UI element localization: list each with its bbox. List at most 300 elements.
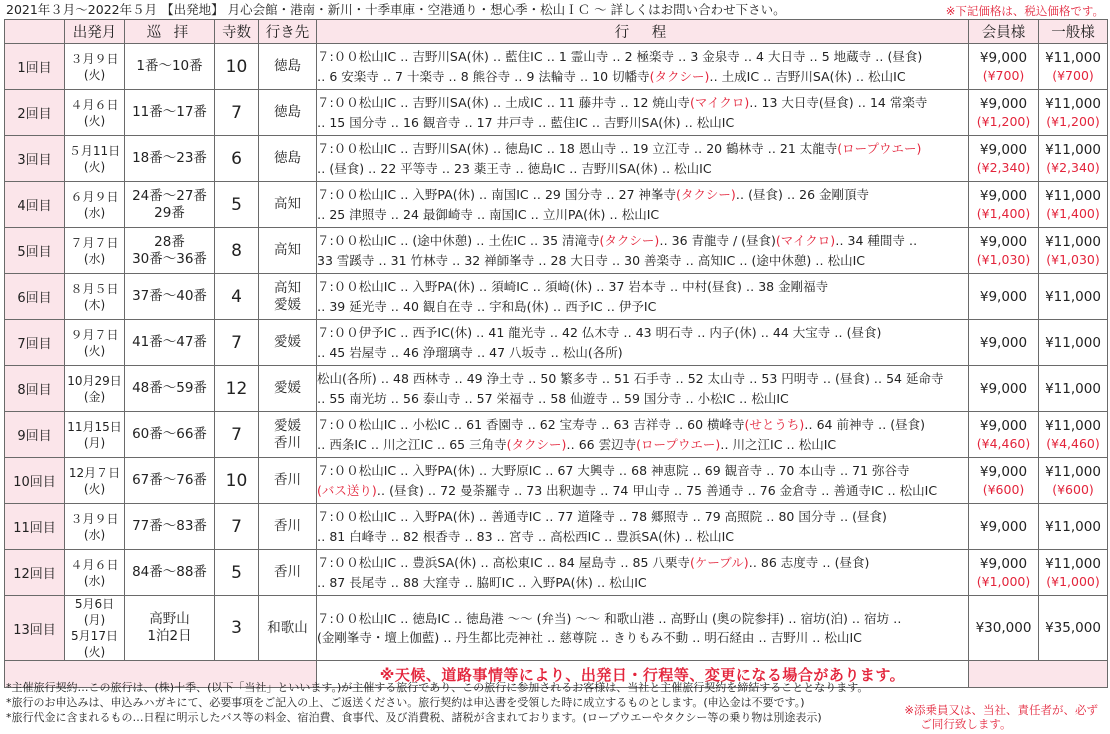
general-price-cell — [1039, 366, 1108, 412]
route-segment: ７:００松山IC ‥ 入野PA(休) ‥ 善通寺IC ‥ 77 道隆寺 ‥ 78 郷照寺 ‥ 79 高照院 ‥ 80 国分寺 ‥ (昼食) — [317, 509, 887, 524]
member-price-cell — [969, 596, 1039, 661]
departure-date: ８月５日 — [70, 281, 119, 296]
itinerary-cell — [317, 90, 969, 136]
pilgrimage-cell — [125, 504, 215, 550]
round-cell — [5, 550, 65, 596]
temple-count-cell — [215, 366, 259, 412]
itinerary-cell — [317, 44, 969, 90]
escort-note-line-2: ご同行致します。 — [920, 717, 1012, 731]
round-label: 12回目 — [13, 567, 56, 582]
itinerary-line2 — [317, 205, 968, 225]
pilgrimage-cell — [125, 366, 215, 412]
table-row — [5, 412, 1108, 458]
temple-count: 10 — [225, 470, 248, 491]
departure-date: ４月６日 — [70, 97, 119, 112]
temple-count-cell — [215, 274, 259, 320]
temple-range: 37番～40番 — [132, 288, 207, 304]
general-extra-fee: (¥700) — [1052, 67, 1094, 83]
departure-date: ４月６日 — [70, 557, 119, 572]
member-price: ¥9,000 — [979, 187, 1028, 204]
departure-date: 12月７日 — [68, 465, 121, 480]
member-extra-fee: (¥2,340) — [976, 159, 1031, 175]
general-extra-fee: (¥2,340) — [1046, 159, 1100, 175]
footer-line-1: *主催旅行契約…この旅行は、(株)十季、(以下「当社」といいます。)が主催する旅行であり、この旅行に参加されるお客様は、当社と主催旅行契約を締結することとなります。 — [6, 681, 869, 694]
general-price: ¥11,000 — [1045, 141, 1101, 158]
departure-weekday: (月) — [83, 435, 106, 450]
temple-count-cell — [215, 596, 259, 661]
itinerary-line2 — [317, 343, 968, 363]
header-destination: 行き先 — [259, 20, 317, 44]
route-segment: ‥ 81 白峰寺 ‥ 82 根香寺 ‥ 83 ‥ 宮寺 ‥ 高松西IC ‥ 豊浜SA(休) ‥ 松山IC — [317, 528, 735, 544]
temple-range: 1番～10番 — [136, 58, 203, 74]
itinerary-line1 — [317, 277, 968, 297]
destination: 愛媛 — [274, 334, 301, 350]
itinerary-cell — [317, 458, 969, 504]
general-price: ¥11,000 — [1045, 95, 1101, 112]
date-cell — [65, 90, 125, 136]
transport-note: (タクシー) — [676, 187, 736, 202]
transport-note: (ロープウエー) — [837, 141, 922, 156]
route-segment: ７:００松山IC ‥ 入野PA(休) ‥ 須崎IC ‥ 須崎(休) ‥ 37 岩本寺 ‥ 中村(昼食) ‥ 38 金剛福寺 — [317, 279, 829, 294]
temple-range: 84番～88番 — [132, 564, 207, 580]
escort-note-line-1: ※添乗員又は、当社、責任者が、必ず — [904, 703, 1098, 717]
itinerary-line2 — [317, 628, 968, 648]
temple-count-cell — [215, 44, 259, 90]
member-price: ¥9,000 — [979, 233, 1028, 250]
temple-range: 11番～17番 — [132, 104, 207, 120]
temple-count: 7 — [231, 102, 242, 123]
departure-weekday: (火) — [83, 159, 106, 174]
temple-count: 7 — [231, 332, 242, 353]
general-price-cell — [1039, 90, 1108, 136]
member-price-cell — [969, 412, 1039, 458]
date-cell — [65, 182, 125, 228]
destination-cell — [259, 504, 317, 550]
member-extra-fee: (¥1,030) — [976, 251, 1031, 267]
transport-note: (マイクロ) — [775, 233, 836, 248]
temple-count-cell — [215, 320, 259, 366]
round-label: 1回目 — [17, 61, 52, 76]
date-cell — [65, 504, 125, 550]
route-segment: ‥ 55 南光坊 ‥ 56 泰山寺 ‥ 57 栄福寺 ‥ 58 仙遊寺 ‥ 59 国分寺 ‥ 小松IC ‥ 松山IC — [317, 390, 789, 406]
member-extra-fee: (¥1,000) — [976, 573, 1031, 589]
table-row — [5, 182, 1108, 228]
itinerary-cell — [317, 136, 969, 182]
destination-cell — [259, 228, 317, 274]
departure-weekday: (水) — [83, 527, 106, 542]
date-cell — [65, 320, 125, 366]
round-cell — [5, 274, 65, 320]
route-segment: (金剛峯寺・壇上伽藍) ‥ 丹生都比売神社 ‥ 慈尊院 ‥ きりもみ不動 ‥ 明石経由 ‥ 吉野川 ‥ 松山IC — [317, 630, 862, 645]
temple-count-cell — [215, 182, 259, 228]
date-cell — [65, 550, 125, 596]
general-price: ¥35,000 — [1045, 620, 1101, 636]
date-cell — [65, 412, 125, 458]
route-segment: ７:００松山IC ‥ (途中休憩) ‥ 土佐IC ‥ 35 清滝寺 — [317, 233, 600, 248]
route-segment: ‥ 87 長尾寺 ‥ 88 大窪寺 ‥ 脇町IC ‥ 入野PA(休) ‥ 松山IC — [317, 574, 647, 590]
destination: 香川 — [274, 564, 301, 580]
general-price: ¥11,000 — [1045, 187, 1101, 204]
general-price: ¥11,000 — [1045, 334, 1101, 351]
departure-date: ６月９日 — [70, 189, 119, 204]
itinerary-line1 — [317, 507, 968, 527]
member-extra-fee: (¥600) — [982, 481, 1025, 497]
route-segment: ‥ (昼食) ‥ 22 平等寺 ‥ 23 薬王寺 ‥ 徳島IC ‥ 吉野川SA(休) ‥ 松山IC — [317, 160, 712, 176]
member-price-cell — [969, 44, 1039, 90]
route-segment: ７:００松山IC ‥ 吉野川SA(休) ‥ 藍住IC ‥ 1 霊山寺 ‥ 2 極楽寺 ‥ 3 金泉寺 ‥ 4 大日寺 ‥ 5 地蔵寺 ‥ (昼食) — [317, 49, 923, 64]
route-segment: ７:００松山IC ‥ 入野PA(休) ‥ 大野原IC ‥ 67 大興寺 ‥ 68 神恵院 ‥ 69 観音寺 ‥ 70 本山寺 ‥ 71 弥谷寺 — [317, 463, 910, 478]
departure-weekday: (水) — [83, 573, 106, 588]
header-general-price: 一般様 — [1039, 20, 1108, 44]
header-member-price: 会員様 — [969, 20, 1039, 44]
departure-date: 5月6日(月) — [74, 597, 115, 627]
itinerary-cell — [317, 504, 969, 550]
table-row — [5, 228, 1108, 274]
general-price-cell — [1039, 550, 1108, 596]
member-price-cell — [969, 550, 1039, 596]
itinerary-cell — [317, 320, 969, 366]
destination: 香川 — [274, 472, 301, 488]
itinerary-line1 — [317, 185, 968, 205]
itinerary-line1 — [317, 461, 968, 481]
general-price-cell — [1039, 228, 1108, 274]
itinerary-cell — [317, 182, 969, 228]
general-price-cell — [1039, 458, 1108, 504]
header-pilgrimage: 巡 拝 — [125, 20, 215, 44]
departure-weekday: (火) — [83, 67, 106, 82]
header-date: 出発月 — [65, 20, 125, 44]
temple-range: 28番 — [154, 233, 185, 250]
temple-count: 12 — [225, 378, 248, 399]
route-segment: ７:００松山IC ‥ 豊浜SA(休) ‥ 高松東IC ‥ 84 屋島寺 ‥ 85 八栗寺 — [317, 555, 690, 570]
general-price-cell — [1039, 136, 1108, 182]
temple-count: 8 — [231, 240, 242, 261]
departure-weekday: (水) — [83, 205, 106, 220]
date-cell — [65, 596, 125, 661]
temple-count: 5 — [231, 562, 242, 583]
route-segment: ７:００松山IC ‥ 吉野川SA(休) ‥ 徳島IC ‥ 18 恩山寺 ‥ 19 立江寺 ‥ 20 鶴林寺 ‥ 21 太龍寺 — [317, 141, 838, 156]
temple-range-extra: 30番～36番 — [132, 250, 207, 267]
route-segment: ７:００伊予IC ‥ 西予IC(休) ‥ 41 龍光寺 ‥ 42 仏木寺 ‥ 43 明石寺 ‥ 内子(休) ‥ 44 大宝寺 ‥ (昼食) — [317, 325, 882, 340]
date-cell — [65, 366, 125, 412]
general-extra-fee: (¥1,030) — [1046, 251, 1100, 267]
itinerary-line1 — [317, 609, 968, 629]
departure-weekday: (木) — [83, 297, 106, 312]
member-price: ¥9,000 — [979, 95, 1028, 112]
notice-text: ※天候、道路事情等により、出発日・行程等、変更になる場合があります。 — [317, 661, 969, 688]
round-cell — [5, 90, 65, 136]
itinerary-cell — [317, 596, 969, 661]
temple-count: 6 — [231, 148, 242, 169]
destination: 徳島 — [274, 104, 301, 120]
departure-weekday: (金) — [83, 389, 106, 404]
table-row — [5, 550, 1108, 596]
table-header — [5, 20, 1108, 44]
member-extra-fee: (¥4,460) — [976, 435, 1031, 451]
temple-count: 3 — [231, 618, 242, 638]
route-segment: ‥ (昼食) ‥ 72 曼荼羅寺 ‥ 73 出釈迦寺 ‥ 74 甲山寺 ‥ 75 善通寺 ‥ 76 金倉寺 ‥ 善通寺IC ‥ 松山IC — [376, 482, 938, 498]
general-price: ¥11,000 — [1045, 49, 1101, 66]
itinerary-cell — [317, 550, 969, 596]
itinerary-line2 — [317, 251, 968, 271]
table-row — [5, 366, 1108, 412]
temple-range: 48番～59番 — [132, 380, 207, 396]
destination-cell — [259, 550, 317, 596]
round-cell — [5, 504, 65, 550]
member-price: ¥9,000 — [979, 417, 1028, 434]
general-extra-fee: (¥1,000) — [1046, 573, 1100, 589]
departure-date: ３月９日 — [70, 51, 119, 66]
general-extra-fee: (¥1,400) — [1046, 205, 1100, 221]
member-extra-fee: (¥700) — [982, 67, 1025, 83]
destination: 愛媛 — [274, 380, 301, 396]
destination-cell — [259, 458, 317, 504]
destination-cell — [259, 136, 317, 182]
destination-cell — [259, 182, 317, 228]
general-extra-fee: (¥600) — [1052, 481, 1094, 497]
temple-count: 4 — [231, 286, 242, 307]
general-price-cell — [1039, 320, 1108, 366]
temple-range: 24番～27番 — [132, 187, 207, 204]
transport-note: (ケーブル) — [689, 555, 749, 570]
round-label: 5回目 — [17, 245, 52, 260]
temple-count-cell — [215, 550, 259, 596]
round-label: 8回目 — [17, 383, 52, 398]
transport-note: (タクシー) — [599, 233, 660, 248]
temple-count: 10 — [225, 56, 248, 77]
general-price: ¥11,000 — [1045, 288, 1101, 305]
price-tax-note: ※下記価格は、税込価格です。 — [945, 4, 1104, 18]
general-price: ¥11,000 — [1045, 417, 1101, 434]
itinerary-line1 — [317, 415, 968, 435]
pilgrimage-cell — [125, 458, 215, 504]
route-segment: ７:００松山IC ‥ 入野PA(休) ‥ 南国IC ‥ 29 国分寺 ‥ 27 神峯寺 — [317, 187, 677, 202]
destination-cell — [259, 274, 317, 320]
pilgrimage-cell — [125, 136, 215, 182]
itinerary-line1 — [317, 231, 968, 251]
pilgrimage-cell — [125, 550, 215, 596]
member-price-cell — [969, 228, 1039, 274]
transport-note: (マイクロ) — [689, 95, 750, 110]
schedule-table — [4, 19, 1108, 688]
departure-weekday: (火) — [83, 481, 106, 496]
date-cell — [65, 136, 125, 182]
temple-count: 7 — [231, 424, 242, 445]
pilgrimage-cell — [125, 320, 215, 366]
pilgrimage-cell — [125, 596, 215, 661]
departure-date: ７月７日 — [70, 235, 119, 250]
destination-cell — [259, 320, 317, 366]
destination-extra: 香川 — [274, 434, 301, 451]
member-price-cell — [969, 182, 1039, 228]
member-price-cell — [969, 458, 1039, 504]
transport-note: (タクシー) — [506, 436, 567, 452]
temple-range: 41番～47番 — [132, 334, 207, 350]
destination-cell — [259, 596, 317, 661]
temple-range: 高野山 — [149, 611, 190, 627]
departure-weekday: (火) — [83, 343, 106, 358]
round-label: 2回目 — [17, 107, 52, 122]
header-line — [6, 2, 946, 18]
destination: 徳島 — [274, 150, 301, 166]
footer-line-2: *旅行のお申込みは、申込みハガキにて、必要事項をご記入の上、ご返送ください。旅行契約は申込書を受領した時に成立するものとします。(申込金は不要です。) — [6, 696, 805, 709]
route-segment: ‥ 6 安楽寺 ‥ 7 十楽寺 ‥ 8 熊谷寺 ‥ 9 法輪寺 ‥ 10 切幡寺 — [317, 68, 650, 84]
transport-note: (タクシー) — [649, 68, 710, 84]
date-cell — [65, 274, 125, 320]
route-segment: ‥ 34 種間寺 ‥ — [835, 233, 918, 248]
member-price-cell — [969, 320, 1039, 366]
destination-cell — [259, 90, 317, 136]
temple-count-cell — [215, 458, 259, 504]
route-segment: 33 雪蹊寺 ‥ 31 竹林寺 ‥ 32 禅師峯寺 ‥ 28 大日寺 ‥ 30 善楽寺 ‥ 高知IC ‥ (途中休憩) ‥ 松山IC — [317, 252, 866, 268]
route-segment: ‥ 64 前神寺 ‥ (昼食) — [804, 417, 926, 432]
destination: 和歌山 — [267, 619, 308, 636]
departure-date: ３月９日 — [70, 511, 119, 526]
general-price: ¥11,000 — [1045, 555, 1101, 572]
transport-note: (せとうち) — [744, 417, 805, 432]
destination: 香川 — [274, 518, 301, 534]
round-cell — [5, 458, 65, 504]
itinerary-line2 — [317, 481, 968, 501]
departure-weekday: 5月17日(火) — [71, 629, 118, 659]
temple-range-extra: 29番 — [154, 204, 185, 221]
general-price: ¥11,000 — [1045, 463, 1101, 480]
departure-date: 11月15日 — [67, 419, 122, 434]
itinerary-line2 — [317, 159, 968, 179]
itinerary-line1 — [317, 553, 968, 573]
temple-range: 18番～23番 — [132, 150, 207, 166]
pilgrimage-cell — [125, 44, 215, 90]
destination: 愛媛 — [274, 417, 301, 434]
destination: 徳島 — [274, 58, 301, 74]
general-price-cell — [1039, 504, 1108, 550]
table-row — [5, 44, 1108, 90]
route-segment: ‥ 西条IC ‥ 川之江IC ‥ 65 三角寺 — [317, 436, 507, 452]
temple-count: 7 — [231, 516, 242, 537]
itinerary-line2 — [317, 527, 968, 547]
member-extra-fee: (¥1,200) — [976, 113, 1031, 129]
member-price: ¥30,000 — [975, 620, 1032, 636]
header-itinerary: 行 程 — [317, 20, 969, 44]
round-cell — [5, 596, 65, 661]
temple-count-cell — [215, 228, 259, 274]
header-round — [5, 20, 65, 44]
departure-weekday: (火) — [83, 113, 106, 128]
temple-count-cell — [215, 412, 259, 458]
general-extra-fee: (¥1,200) — [1046, 113, 1100, 129]
member-price-cell — [969, 366, 1039, 412]
member-price: ¥9,000 — [979, 555, 1028, 572]
general-price-cell — [1039, 596, 1108, 661]
table-row — [5, 596, 1108, 661]
destination-cell — [259, 44, 317, 90]
route-segment: ７:００松山IC ‥ 徳島IC ‥ 徳島港 ～～ (弁当) ～～ 和歌山港 ‥ 高野山 (奥の院参拝) ‥ 宿坊(泊) ‥ 宿坊 ‥ — [317, 610, 902, 626]
route-segment: ‥ 45 岩屋寺 ‥ 46 浄瑠璃寺 ‥ 47 八坂寺 ‥ 松山(各所) — [317, 344, 623, 360]
transport-note: (バス送り) — [317, 482, 377, 498]
route-segment: ‥ 13 大日寺(昼食) ‥ 14 常楽寺 — [749, 95, 928, 110]
member-extra-fee: (¥1,400) — [976, 205, 1031, 221]
member-price: ¥9,000 — [979, 380, 1028, 397]
route-segment: 松山(各所) ‥ 48 西林寺 ‥ 49 浄土寺 ‥ 50 繁多寺 ‥ 51 石手寺 ‥ 52 太山寺 ‥ 53 円明寺 ‥ (昼食) ‥ 54 延命寺 — [317, 371, 944, 386]
temple-range: 67番～76番 — [132, 472, 207, 488]
round-cell — [5, 228, 65, 274]
route-segment: ‥ 川之江IC ‥ 松山IC — [720, 436, 837, 452]
itinerary-cell — [317, 228, 969, 274]
route-segment: ７:００松山IC ‥ 吉野川SA(休) ‥ 土成IC ‥ 11 藤井寺 ‥ 12 焼山寺 — [317, 95, 690, 110]
member-price: ¥9,000 — [979, 288, 1028, 305]
member-price: ¥9,000 — [979, 518, 1028, 535]
departure-date: 10月29日 — [67, 373, 122, 388]
destination: 高知 — [274, 242, 301, 258]
general-price: ¥11,000 — [1045, 233, 1101, 250]
member-price: ¥9,000 — [979, 463, 1028, 480]
temple-count-cell — [215, 504, 259, 550]
route-segment: ‥ 15 国分寺 ‥ 16 観音寺 ‥ 17 井戸寺 ‥ 藍住IC ‥ 吉野川SA(休) ‥ 松山IC — [317, 114, 735, 130]
itinerary-line2 — [317, 389, 968, 409]
round-label: 3回目 — [17, 153, 52, 168]
itinerary-line2 — [317, 297, 968, 317]
round-cell — [5, 44, 65, 90]
general-price-cell — [1039, 412, 1108, 458]
round-cell — [5, 412, 65, 458]
itinerary-line2 — [317, 435, 968, 455]
destination-cell — [259, 366, 317, 412]
route-segment: ‥ 66 雲辺寺 — [566, 436, 637, 452]
temple-count: 5 — [231, 194, 242, 215]
temple-count-cell — [215, 90, 259, 136]
round-cell — [5, 182, 65, 228]
temple-range-extra: 1泊2日 — [147, 628, 192, 644]
itinerary-line2 — [317, 113, 968, 133]
pilgrimage-cell — [125, 274, 215, 320]
general-price-cell — [1039, 182, 1108, 228]
itinerary-line2 — [317, 67, 968, 87]
departure-date: ５月11日 — [68, 143, 121, 158]
header-temple-count: 寺数 — [215, 20, 259, 44]
itinerary-cell — [317, 366, 969, 412]
table-row — [5, 320, 1108, 366]
temple-range: 60番～66番 — [132, 426, 207, 442]
departure-points: 月心会館・港南・新川・十季車庫・空港通り・想心季・松山ＩＣ ～ 詳しくはお問い合わせ下さい。 — [227, 2, 786, 17]
itinerary-cell — [317, 412, 969, 458]
route-segment: ‥ 86 志度寺 ‥ (昼食) — [748, 555, 870, 570]
tour-period: 2021年３月～2022年５月 — [6, 2, 158, 17]
route-segment: ‥ 25 津照寺 ‥ 24 最御崎寺 ‥ 南国IC ‥ 立川PA(休) ‥ 松山IC — [317, 206, 660, 222]
date-cell — [65, 458, 125, 504]
round-label: 9回目 — [17, 429, 52, 444]
member-price-cell — [969, 504, 1039, 550]
route-segment: ‥ 39 延光寺 ‥ 40 観自在寺 ‥ 宇和島(休) ‥ 西予IC ‥ 伊予IC — [317, 298, 657, 314]
pilgrimage-cell — [125, 412, 215, 458]
member-price-cell — [969, 136, 1039, 182]
itinerary-line1 — [317, 139, 968, 159]
itinerary-line1 — [317, 47, 968, 67]
table-row — [5, 136, 1108, 182]
round-label: 6回目 — [17, 291, 52, 306]
date-cell — [65, 228, 125, 274]
itinerary-line2 — [317, 573, 968, 593]
departure-label: 【出発地】 — [161, 2, 224, 17]
route-segment: ‥ 土成IC ‥ 吉野川SA(休) ‥ 松山IC — [709, 68, 906, 84]
pilgrimage-cell — [125, 90, 215, 136]
general-price-cell — [1039, 274, 1108, 320]
itinerary-line1 — [317, 369, 968, 389]
pilgrimage-cell — [125, 228, 215, 274]
itinerary-line1 — [317, 93, 968, 113]
footer-line-3: *旅行代金に含まれるもの…日程に明示したバス等の料金、宿泊費、食事代、及び消費税、諸税が含まれております。(ロープウエーやタクシー等の乗り物は別途表示) — [6, 711, 822, 724]
escort-note — [904, 703, 1098, 731]
route-segment: ‥ 36 青龍寺 / (昼食) — [659, 233, 776, 248]
